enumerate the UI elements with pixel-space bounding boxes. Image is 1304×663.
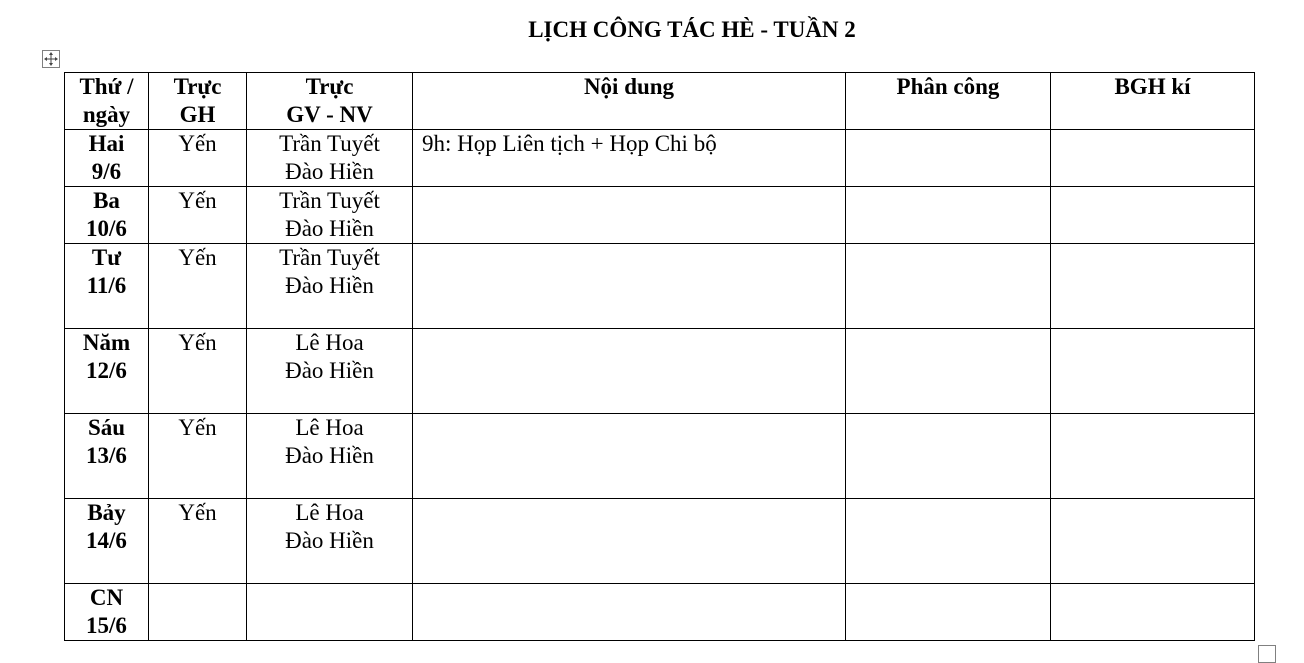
- day-date: 15/6: [86, 613, 127, 638]
- cell-phan-cong[interactable]: [846, 584, 1051, 641]
- table-row: [65, 499, 1255, 584]
- table-row: [65, 414, 1255, 499]
- cell-day[interactable]: [65, 414, 149, 499]
- cell-noi-dung[interactable]: [413, 187, 846, 244]
- cell-phan-cong[interactable]: [846, 329, 1051, 414]
- cell-truc-gv-nv[interactable]: [247, 187, 413, 244]
- truc-gh-name: Yến: [178, 415, 217, 440]
- cell-phan-cong[interactable]: [846, 187, 1051, 244]
- document-title: LỊCH CÔNG TÁC HÈ - TUẦN 2: [528, 17, 856, 42]
- cell-truc-gv-nv[interactable]: [247, 329, 413, 414]
- truc-gh-name: Yến: [178, 500, 217, 525]
- table-move-handle[interactable]: [42, 50, 60, 68]
- cell-bgh-ki[interactable]: [1051, 584, 1255, 641]
- cell-bgh-ki[interactable]: [1051, 499, 1255, 584]
- cell-noi-dung[interactable]: [413, 499, 846, 584]
- header-noi-dung: Nội dung: [413, 73, 846, 130]
- cell-day[interactable]: [65, 499, 149, 584]
- day-name: Ba: [93, 188, 120, 213]
- truc-gv-name-1: Lê Hoa: [295, 415, 364, 440]
- truc-gv-name-1: Lê Hoa: [295, 330, 364, 355]
- cell-truc-gh[interactable]: [149, 130, 247, 187]
- table-row: [65, 244, 1255, 329]
- truc-gh-name: Yến: [178, 330, 217, 355]
- day-name: Tư: [91, 245, 122, 270]
- day-date: 12/6: [86, 358, 127, 383]
- cell-day[interactable]: [65, 329, 149, 414]
- cell-bgh-ki[interactable]: [1051, 414, 1255, 499]
- cell-truc-gh[interactable]: [149, 244, 247, 329]
- cell-day[interactable]: [65, 244, 149, 329]
- cell-bgh-ki[interactable]: [1051, 130, 1255, 187]
- cell-day[interactable]: [65, 130, 149, 187]
- cell-truc-gv-nv[interactable]: [247, 244, 413, 329]
- day-date: 10/6: [86, 216, 127, 241]
- table-row: [65, 329, 1255, 414]
- truc-gv-name-2: Đào Hiền: [285, 159, 374, 184]
- truc-gh-name: Yến: [178, 245, 217, 270]
- cell-truc-gh[interactable]: [149, 414, 247, 499]
- day-date: 13/6: [86, 443, 127, 468]
- cell-noi-dung[interactable]: [413, 414, 846, 499]
- day-name: CN: [89, 585, 124, 610]
- header-phan-cong: Phân công: [846, 73, 1051, 130]
- header-day: Thứ / ngày: [65, 73, 149, 130]
- truc-gh-name: Yến: [178, 131, 217, 156]
- cell-phan-cong[interactable]: [846, 414, 1051, 499]
- cell-truc-gv-nv[interactable]: [247, 499, 413, 584]
- cell-day[interactable]: [65, 187, 149, 244]
- cell-truc-gh[interactable]: [149, 329, 247, 414]
- schedule-table: [64, 72, 1255, 641]
- day-name: Bảy: [87, 500, 126, 525]
- cell-truc-gh[interactable]: [149, 584, 247, 641]
- day-name: Hai: [88, 131, 125, 156]
- cell-truc-gv-nv[interactable]: [247, 414, 413, 499]
- truc-gv-name-1: Lê Hoa: [295, 500, 364, 525]
- truc-gv-name-1: Trần Tuyết: [279, 131, 380, 156]
- truc-gv-name-2: Đào Hiền: [285, 443, 374, 468]
- table-resize-handle[interactable]: [1258, 645, 1276, 663]
- cell-phan-cong[interactable]: [846, 244, 1051, 329]
- cell-bgh-ki[interactable]: [1051, 329, 1255, 414]
- cell-truc-gv-nv[interactable]: [247, 130, 413, 187]
- noi-dung-text: 9h: Họp Liên tịch + Họp Chi bộ: [422, 131, 717, 156]
- move-arrows-icon: [43, 51, 59, 67]
- truc-gv-name-2: Đào Hiền: [285, 358, 374, 383]
- cell-noi-dung[interactable]: [413, 130, 846, 187]
- truc-gv-name-2: Đào Hiền: [285, 273, 374, 298]
- day-date: 11/6: [86, 273, 127, 298]
- day-date: 9/6: [91, 159, 122, 184]
- header-bgh-ki: BGH kí: [1051, 73, 1255, 130]
- header-truc-gh: Trực GH: [149, 73, 247, 130]
- table-row: [65, 187, 1255, 244]
- cell-noi-dung[interactable]: [413, 584, 846, 641]
- cell-noi-dung[interactable]: [413, 329, 846, 414]
- cell-bgh-ki[interactable]: [1051, 187, 1255, 244]
- day-date: 14/6: [86, 528, 127, 553]
- truc-gv-name-2: Đào Hiền: [285, 528, 374, 553]
- cell-phan-cong[interactable]: [846, 499, 1051, 584]
- truc-gv-name-1: Trần Tuyết: [279, 188, 380, 213]
- table-row: [65, 584, 1255, 641]
- cell-noi-dung[interactable]: [413, 244, 846, 329]
- cell-bgh-ki[interactable]: [1051, 244, 1255, 329]
- cell-truc-gv-nv[interactable]: [247, 584, 413, 641]
- truc-gh-name: Yến: [178, 188, 217, 213]
- table-row: [65, 130, 1255, 187]
- cell-truc-gh[interactable]: [149, 499, 247, 584]
- truc-gv-name-1: Trần Tuyết: [279, 245, 380, 270]
- day-name: Năm: [82, 330, 131, 355]
- truc-gv-name-2: Đào Hiền: [285, 216, 374, 241]
- header-truc-gv-nv: Trực GV - NV: [247, 73, 413, 130]
- table-header-row: [65, 73, 1255, 130]
- day-name: Sáu: [87, 415, 126, 440]
- cell-truc-gh[interactable]: [149, 187, 247, 244]
- cell-phan-cong[interactable]: [846, 130, 1051, 187]
- cell-day[interactable]: [65, 584, 149, 641]
